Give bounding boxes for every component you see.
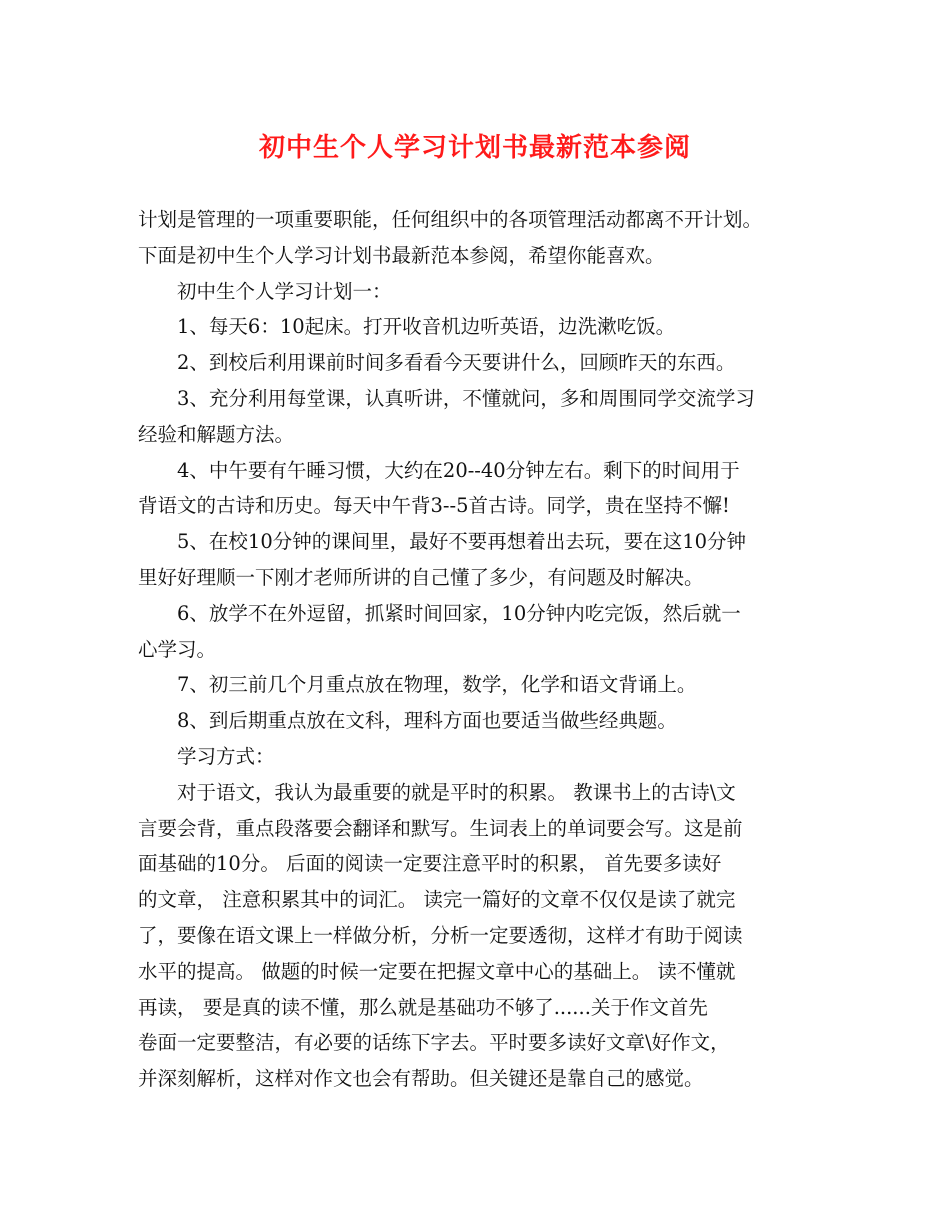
section-heading: 初中生个人学习计划一：	[177, 279, 392, 303]
paragraph-line: 水平的提高。 做题的时候一定要在把握文章中心的基础上。 读不懂就	[138, 959, 736, 983]
list-item-continuation: 里好好理顺一下刚才老师所讲的自己懂了多少，有问题及时解决。	[138, 565, 704, 589]
paragraph-line: 再读， 要是真的读不懂，那么就是基础功不够了......关于作文首先	[138, 995, 708, 1019]
list-item: 4、中午要有午睡习惯，大约在20--40分钟左右。剩下的时间用于	[177, 458, 740, 482]
paragraph-line: 的文章， 注意积累其中的词汇。 读完一篇好的文章不仅仅是读了就完	[138, 888, 736, 912]
list-item: 8、到后期重点放在文科，理科方面也要适当做些经典题。	[177, 709, 677, 733]
paragraph-line: 对于语文，我认为最重要的就是平时的积累。 教课书上的古诗\文	[177, 780, 736, 804]
paragraph-line: 言要会背，重点段落要会翻译和默写。生词表上的单词要会写。这是前	[138, 816, 743, 840]
list-item: 2、到校后利用课前时间多看看今天要讲什么，回顾昨天的东西。	[177, 351, 736, 375]
paragraph-line: 了，要像在语文课上一样做分析，分析一定要透彻，这样才有助于阅读	[138, 923, 743, 947]
document-body	[138, 202, 828, 1097]
paragraph-line: 并深刻解析，这样对作文也会有帮助。但关键还是靠自己的感觉。	[138, 1067, 704, 1091]
paragraph-line: 下面是初中生个人学习计划书最新范本参阅，希望你能喜欢。	[138, 243, 665, 267]
document-title: 初中生个人学习计划书最新范本参阅	[258, 133, 691, 163]
list-item: 5、在校10分钟的课间里，最好不要再想着出去玩，要在这10分钟	[177, 530, 747, 554]
list-item: 1、每天6：10起床。打开收音机边听英语，边洗漱吃饭。	[177, 315, 676, 339]
list-item: 6、放学不在外逗留，抓紧时间回家，10分钟内吃完饭，然后就一	[177, 601, 741, 625]
section-heading: 学习方式：	[177, 744, 275, 768]
paragraph-line: 面基础的10分。 后面的阅读一定要注意平时的积累， 首先要多读好	[138, 852, 722, 876]
list-item: 3、充分利用每堂课，认真听讲，不懂就问，多和周围同学交流学习	[177, 386, 755, 410]
list-item-continuation: 心学习。	[138, 637, 217, 661]
paragraph-line: 卷面一定要整洁，有必要的话练下字去。平时要多读好文章\好作文，	[138, 1031, 730, 1055]
list-item: 7、初三前几个月重点放在物理，数学，化学和语文背诵上。	[177, 673, 697, 697]
list-item-continuation: 经验和解题方法。	[138, 422, 295, 446]
paragraph-line: 计划是管理的一项重要职能，任何组织中的各项管理活动都离不开计划。	[138, 208, 763, 231]
list-item-continuation: 背语文的古诗和历史。每天中午背3--5首古诗。同学，贵在坚持不懈!	[138, 494, 730, 518]
